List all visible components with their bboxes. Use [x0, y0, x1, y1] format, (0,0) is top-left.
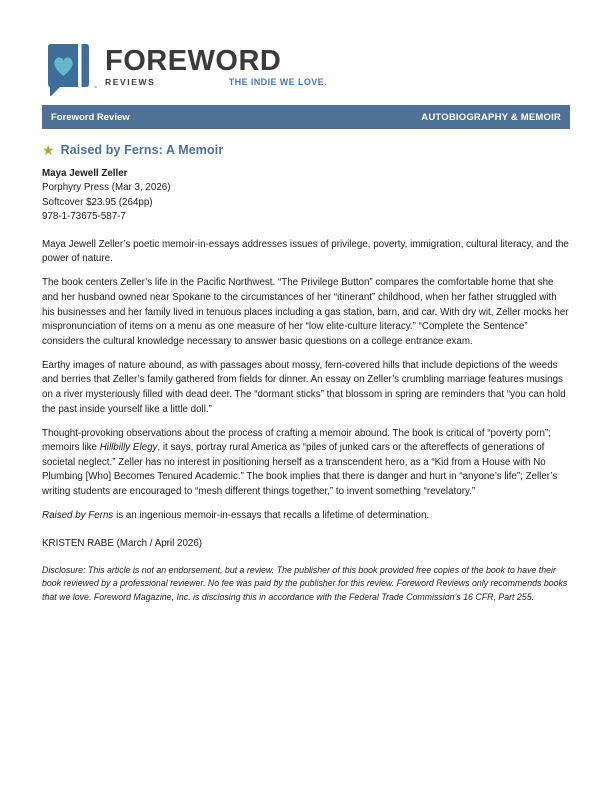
trademark-symbol: ™ [93, 85, 97, 90]
disclosure-text: Disclosure: This article is not an endorsement, but a review. The publisher of this book provided free copies of the book to have their book reviewed by a professional reviewer. No fee was paid by the publisher for this review. Foreword Reviews only recommends books that we love. Foreword Magazine, Inc. is disclosing this in accordance with the Federal Trade Commission’s 16 CFR, Part 255. [42, 564, 568, 602]
header-review-type: Foreword Review [51, 111, 130, 123]
section-header-bar [42, 105, 570, 129]
book-author: Maya Jewell Zeller [42, 168, 128, 179]
logo-tagline: THE INDIE WE LOVE. [228, 77, 327, 87]
foreword-logo [42, 42, 570, 96]
review-paragraph: Raised by Ferns is an ingenious memoir-in-essays that recalls a lifetime of determination. [42, 510, 430, 522]
review-paragraph: Thought-provoking observations about the process of crafting a memoir abound. The book is critical of “poverty porn”; memoirs like Hillbilly Elegy, it says, portray rural America as “piles of junked cars or the aftereffects of generations of societal neglect.” Zeller has no interest in positioning herself as a transcendent hero, as a “Kid from a House with No Plumbing [Who] Becomes Tenured Academic.” The book implies that there is danger and hurt in “anyone’s life”; Zeller’s writing students are encouraged to “mesh different things together,” to invent something “revelatory.” [42, 427, 558, 498]
review-paragraphs [42, 238, 570, 524]
book-heart-icon [42, 42, 96, 96]
logo-brand-name: FOREWORD [105, 45, 282, 77]
star-icon: ★ [42, 142, 55, 158]
review-paragraph: The book centers Zeller’s life in the Pacific Northwest. “The Privilege Button” compares the comfortable home that she and her husband owned near Spokane to the circumstances of her “itinerant” childhood, when her father struggled with his businesses and her family lived in tenuous places including a gas station, barn, and car. With dry wit, Zeller mocks her mispronunciation of items on a menu as one measure of her “low elite-culture literacy.” “Complete the Sentence” considers the cultural knowledge necessary to answer basic questions on a college entrance exam. [42, 277, 569, 347]
book-format-price: Softcover $23.95 (264pp) [42, 196, 153, 208]
logo-sub-row [105, 77, 327, 87]
review-title: Raised by Ferns: A Memoir [60, 143, 224, 157]
review-paragraph: Maya Jewell Zeller’s poetic memoir-in-essays addresses issues of privilege, poverty, immigration, cultural literacy, and the power of nature. [42, 238, 569, 265]
book-isbn: 978-1-73675-587-7 [42, 211, 126, 223]
logo-sub-brand: REVIEWS [105, 77, 156, 87]
book-meta [42, 167, 570, 225]
review-title-row [42, 143, 570, 157]
header-genre-label: AUTOBIOGRAPHY & MEMOIR [421, 111, 561, 123]
logo-text [105, 42, 327, 87]
reviewer-byline: KRISTEN RABE (March / April 2026) [42, 537, 203, 549]
book-publisher: Porphyry Press (Mar 3, 2026) [42, 182, 171, 194]
review-paragraph: Earthy images of nature abound, as with passages about mossy, fern-covered hills that include depictions of the weeds and berries that Zeller’s family gathered from fields for dinner. An essay on Zeller’s crumbling marriage features musings on a river mysteriously filled with dead deer. The “dormant sticks” that blossom in spring are reminders that “you can hold the past inside yourself like a little doll.” [42, 359, 566, 415]
